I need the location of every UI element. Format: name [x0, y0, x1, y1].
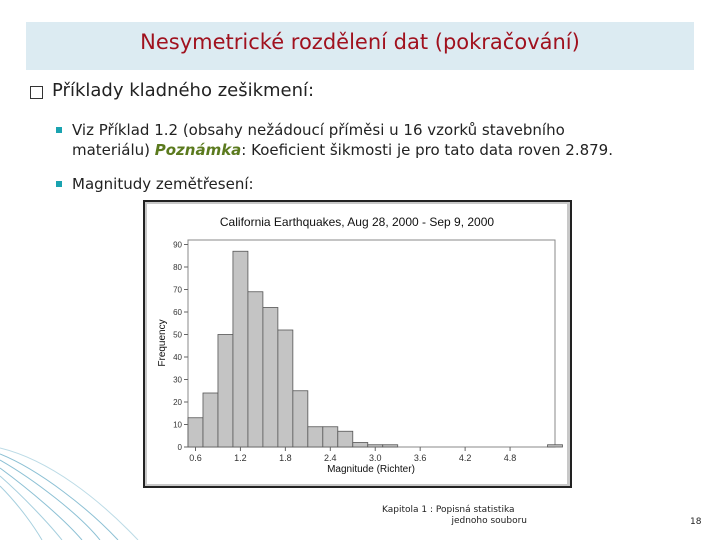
earthquake-histogram-figure — [143, 200, 572, 488]
x-tick-label: 1.2 — [234, 453, 247, 463]
y-tick-label: 80 — [173, 263, 182, 272]
histogram-bar — [263, 308, 278, 448]
x-tick-label: 3.6 — [413, 453, 427, 463]
y-tick-label: 70 — [173, 285, 182, 295]
x-tick-label: 3.0 — [368, 453, 382, 463]
y-tick-label: 10 — [173, 420, 182, 430]
histogram-bar — [548, 445, 563, 447]
footer-text — [382, 505, 527, 527]
bullet-box-icon — [30, 86, 43, 99]
x-tick-label: 0.6 — [189, 453, 202, 463]
histogram-bar — [323, 427, 338, 447]
histogram-bar — [188, 418, 203, 447]
y-tick-label: 30 — [173, 375, 182, 385]
sub-bullet-example-line2-end: : Koeficient šikmosti je pro tato data roven 2.879. — [241, 141, 613, 159]
decorative-corner-lines — [0, 440, 140, 540]
sub-bullet-example-line2 — [72, 140, 613, 160]
square-bullet-icon — [56, 127, 62, 133]
histogram-bar — [383, 445, 398, 447]
histogram-bar — [368, 445, 383, 447]
histogram-bar — [353, 443, 368, 448]
y-tick-label: 40 — [173, 353, 182, 362]
footer-line2: jednoho souboru — [451, 516, 527, 526]
sub-bullet-example-line1: Viz Příklad 1.2 (obsahy nežádoucí příměsi u 16 vzorků stavebního — [72, 121, 565, 139]
x-tick-label: 4.2 — [458, 453, 472, 463]
histogram-bar — [218, 335, 233, 448]
histogram-bar — [308, 427, 323, 447]
sub-bullet-earthquakes: Magnitudy zemětřesení: — [72, 175, 254, 193]
sub-bullet-example-line2-start: materiálu) — [72, 141, 155, 159]
footer-line1: Kapitola 1 : Popisná statistika — [382, 505, 515, 515]
slide-title: Nesymetrické rozdělení dat (pokračování) — [140, 30, 580, 54]
square-bullet-icon — [56, 181, 62, 187]
histogram-bar — [338, 431, 353, 447]
y-tick-label: 60 — [173, 308, 182, 317]
histogram-bar — [248, 292, 263, 447]
x-tick-label: 4.8 — [503, 453, 517, 463]
x-tick-label: 2.4 — [324, 453, 337, 463]
note-label: Poznámka — [154, 141, 242, 159]
y-tick-label: 90 — [173, 240, 182, 250]
page-number: 18 — [690, 517, 702, 527]
x-tick-label: 1.8 — [279, 453, 292, 463]
plot-area — [173, 240, 562, 463]
histogram-bar — [203, 393, 218, 447]
histogram-bar — [233, 251, 248, 447]
histogram-bar — [278, 330, 293, 447]
histogram-bar — [293, 391, 308, 447]
y-tick-label: 0 — [177, 443, 182, 452]
y-tick-label: 50 — [173, 330, 182, 340]
bullet-positive-skew: Příklady kladného zešikmení: — [52, 80, 315, 101]
y-axis-label: Frequency — [157, 319, 168, 367]
x-axis-label: Magnitude (Richter) — [327, 464, 415, 475]
y-tick-label: 20 — [173, 398, 182, 407]
chart-title: California Earthquakes, Aug 28, 2000 - Sep 9, 2000 — [219, 215, 495, 229]
